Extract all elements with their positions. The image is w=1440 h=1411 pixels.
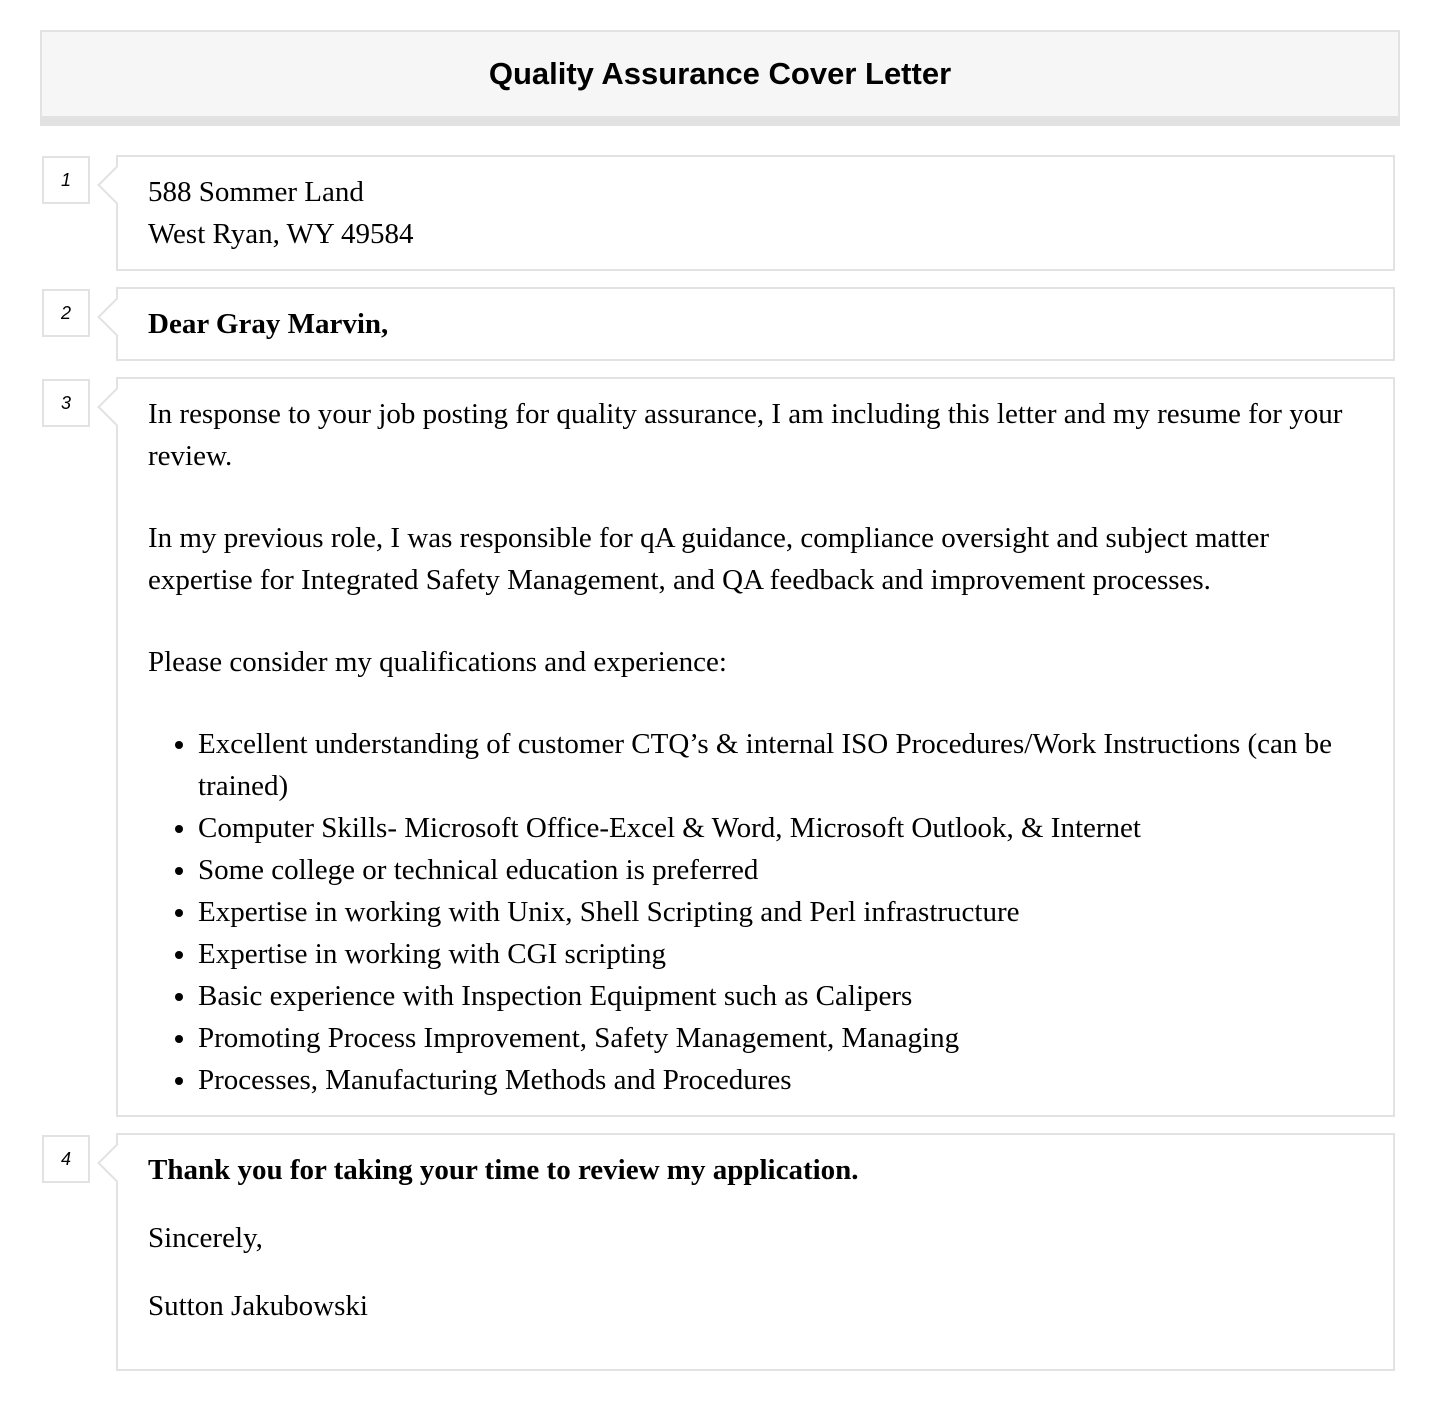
address-line-2: West Ryan, WY 49584 bbox=[148, 218, 414, 250]
body-paragraph-1: In response to your job posting for quality assurance, I am including this letter and my resume for your review. bbox=[148, 398, 1343, 472]
section-number-1: 1 bbox=[42, 156, 90, 204]
page-title: Quality Assurance Cover Letter bbox=[488, 56, 952, 91]
body-section bbox=[116, 377, 1395, 1117]
greeting-section bbox=[116, 287, 1395, 361]
address-line-1: 588 Sommer Land bbox=[148, 176, 364, 208]
title-bar bbox=[40, 30, 1400, 126]
signature-name: Sutton Jakubowski bbox=[148, 1290, 368, 1322]
address-section bbox=[116, 155, 1395, 271]
list-item: • Processes, Manufacturing Methods and Procedures bbox=[198, 1059, 1363, 1101]
body-paragraph-3: Please consider my qualifications and experience: bbox=[148, 646, 727, 678]
list-item: • Excellent understanding of customer CTQ’s & internal ISO Procedures/Work Instructions (can be trained) bbox=[198, 723, 1363, 807]
body-paragraph-2: In my previous role, I was responsible for qA guidance, compliance oversight and subject matter expertise for Integrated Safety Management, and QA feedback and improvement processes. bbox=[148, 522, 1270, 596]
closing-section bbox=[116, 1133, 1395, 1371]
section-number-4: 4 bbox=[42, 1135, 90, 1183]
qualifications-list bbox=[148, 723, 1363, 1101]
closing-signoff: Sincerely, bbox=[148, 1222, 263, 1254]
list-item: • Expertise in working with Unix, Shell Scripting and Perl infrastructure bbox=[198, 891, 1363, 933]
greeting: Dear Gray Marvin, bbox=[148, 308, 389, 340]
list-item: • Expertise in working with CGI scripting bbox=[198, 933, 1363, 975]
section-number-3: 3 bbox=[42, 379, 90, 427]
section-number-2: 2 bbox=[42, 289, 90, 337]
list-item: • Promoting Process Improvement, Safety Management, Managing bbox=[198, 1017, 1363, 1059]
closing-thanks: Thank you for taking your time to review my application. bbox=[148, 1154, 859, 1186]
list-item: • Basic experience with Inspection Equipment such as Calipers bbox=[198, 975, 1363, 1017]
list-item: • Some college or technical education is preferred bbox=[198, 849, 1363, 891]
list-item: • Computer Skills- Microsoft Office-Excel & Word, Microsoft Outlook, & Internet bbox=[198, 807, 1363, 849]
